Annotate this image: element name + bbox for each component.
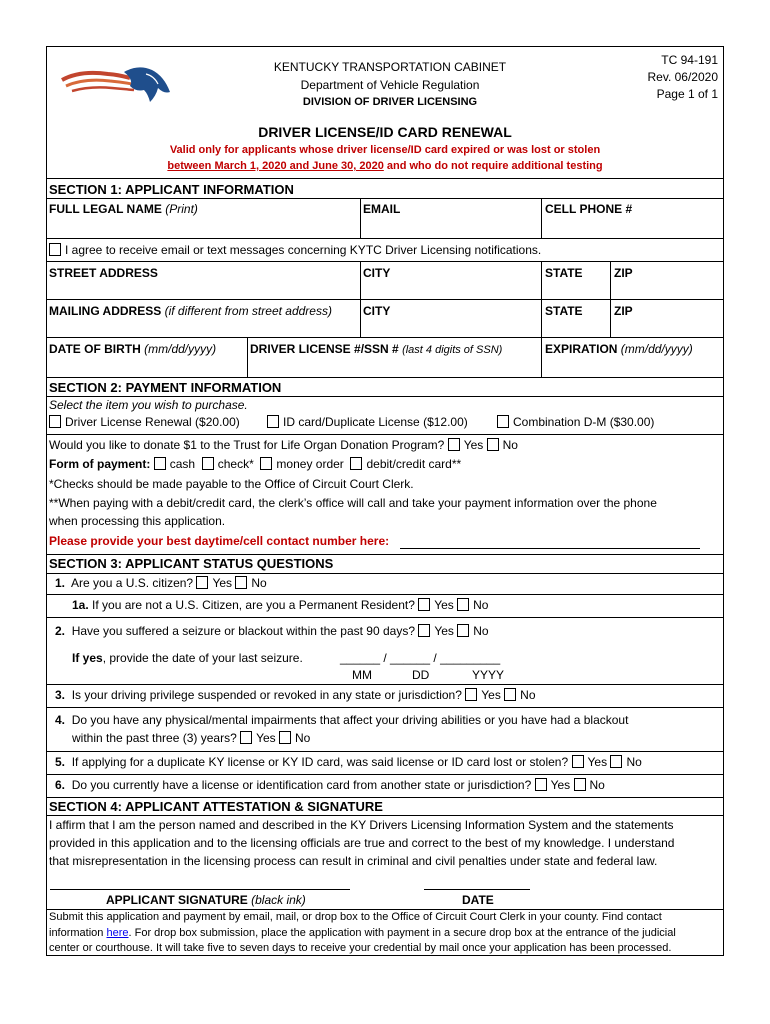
q3-yes-checkbox[interactable] (465, 688, 477, 701)
footer-line1: Submit this application and payment by email, mail, or drop box to the Office of Circuit Court Clerk in your county. Find contact (49, 911, 662, 923)
q5-row: 5. If applying for a duplicate KY license or KY ID card, was said license or ID card lost or stolen? Yes No (55, 755, 642, 769)
mailing-address-input[interactable] (46, 300, 360, 337)
q6-no-checkbox[interactable] (574, 778, 586, 791)
zip-input[interactable] (611, 262, 724, 299)
item-combination: Combination D-M ($30.00) (497, 415, 654, 429)
signature-input[interactable] (50, 889, 350, 890)
q6-row: 6. Do you currently have a license or identification card from another state or jurisdiction? Yes No (55, 778, 605, 792)
dob-label: DATE OF BIRTH (mm/dd/yyyy) (49, 342, 217, 356)
q1-row: 1. Are you a U.S. citizen? Yes No (55, 576, 267, 590)
mailing-city-input[interactable] (361, 300, 541, 337)
signature-label: APPLICANT SIGNATURE (black ink) (106, 893, 306, 907)
q6-yes-checkbox[interactable] (535, 778, 547, 791)
expiration-label: EXPIRATION (mm/dd/yyyy) (545, 342, 693, 356)
q2-no-checkbox[interactable] (457, 624, 469, 637)
zip-label: ZIP (614, 266, 633, 280)
combination-checkbox[interactable] (497, 415, 509, 428)
q1a-yes-checkbox[interactable] (418, 598, 430, 611)
full-name-label: FULL LEGAL NAME (Print) (49, 202, 198, 216)
mailing-zip-input[interactable] (611, 300, 724, 337)
agency-name: KENTUCKY TRANSPORTATION CABINET (273, 60, 507, 74)
mailing-state-input[interactable] (542, 300, 610, 337)
consent-row (49, 243, 541, 257)
q1a-no-checkbox[interactable] (457, 598, 469, 611)
section4-heading: SECTION 4: APPLICANT ATTESTATION & SIGNATURE (49, 799, 383, 814)
contact-label: Please provide your best daytime/cell contact number here: (49, 534, 390, 548)
contact-info-link[interactable]: here (106, 927, 129, 939)
cell-phone-label: CELL PHONE # (545, 202, 633, 216)
consent-checkbox[interactable] (49, 243, 61, 256)
dl-ssn-label: DRIVER LICENSE #/SSN # (last 4 digits of SSN) (250, 342, 503, 356)
q3-no-checkbox[interactable] (504, 688, 516, 701)
city-input[interactable] (361, 262, 541, 299)
q4-row-2: within the past three (3) years? Yes No (72, 731, 311, 745)
city-label: CITY (363, 266, 391, 280)
id-card-checkbox[interactable] (267, 415, 279, 428)
horse-logo-icon (60, 62, 172, 104)
section1-heading: SECTION 1: APPLICANT INFORMATION (49, 182, 294, 197)
q5-yes-checkbox[interactable] (572, 755, 584, 768)
state-input[interactable] (542, 262, 610, 299)
expiration-input[interactable] (542, 338, 724, 378)
mailing-address-label: MAILING ADDRESS (if different from street address) (49, 304, 332, 318)
dl-ssn-input[interactable] (248, 338, 541, 378)
q1-no-checkbox[interactable] (235, 576, 247, 589)
donate-no-checkbox[interactable] (487, 438, 499, 451)
date-dd-label: DD (412, 668, 430, 682)
footer-line3: center or courthouse. It will take five to seven days to receive your credential by mail once your application has been processed. (49, 942, 672, 954)
section2-heading: SECTION 2: PAYMENT INFORMATION (49, 380, 282, 395)
mailing-state-label: STATE (545, 304, 583, 318)
q4-no-checkbox[interactable] (279, 731, 291, 744)
donate-yes-checkbox[interactable] (448, 438, 460, 451)
department-name: Department of Vehicle Regulation (300, 78, 480, 92)
date-label: DATE (462, 893, 494, 907)
q4-yes-checkbox[interactable] (240, 731, 252, 744)
donate-question: Would you like to donate $1 to the Trust for Life Organ Donation Program? Yes No (49, 438, 518, 452)
card-note-line2: when processing this application. (49, 514, 226, 528)
mailing-zip-label: ZIP (614, 304, 633, 318)
consent-text: I agree to receive email or text messages concerning KYTC Driver Licensing notifications. (65, 243, 542, 257)
date-yyyy-label: YYYY (472, 668, 505, 682)
cash-checkbox[interactable] (154, 457, 166, 470)
form-number: TC 94-191 (661, 53, 718, 67)
division-name: DIVISION OF DRIVER LICENSING (302, 96, 478, 108)
seizure-date-input[interactable]: ______ / ______ / _________ (340, 651, 501, 665)
payment-form-row: Form of payment: cash check* money order debit/credit card** (49, 457, 462, 471)
q3-row: 3. Is your driving privilege suspended or revoked in any state or jurisdiction? Yes No (55, 688, 536, 702)
cell-phone-input[interactable] (542, 198, 724, 238)
mailing-city-label: CITY (363, 304, 391, 318)
card-checkbox[interactable] (350, 457, 362, 470)
check-note: *Checks should be made payable to the Office of Circuit Court Clerk. (49, 477, 414, 491)
q2-ifyes: If yes, provide the date of your last seizure. (72, 651, 303, 665)
q2-yes-checkbox[interactable] (418, 624, 430, 637)
state-label: STATE (545, 266, 583, 280)
street-address-input[interactable] (46, 262, 360, 299)
item-id-card: ID card/Duplicate License ($12.00) (267, 415, 468, 429)
attestation-line3: that misrepresentation in the licensing process can result in criminal and civil penalties under state and federal law. (49, 854, 658, 868)
form-title: DRIVER LICENSE/ID CARD RENEWAL (258, 124, 512, 140)
contact-number-input[interactable] (400, 548, 700, 549)
footer-line2: information here. For drop box submission, place the application with payment in a secure drop box at the entrance of the judicial (49, 927, 676, 939)
email-label: EMAIL (363, 202, 401, 216)
form-revision: Rev. 06/2020 (647, 70, 718, 84)
card-note-line1: **When paying with a debit/credit card, the clerk’s office will call and take your payment information over the phone (49, 496, 657, 510)
subtitle-line1: Valid only for applicants whose driver license/ID card expired or was lost or stolen (169, 144, 601, 156)
money-order-checkbox[interactable] (260, 457, 272, 470)
date-input[interactable] (424, 889, 530, 890)
email-input[interactable] (361, 198, 541, 238)
q5-no-checkbox[interactable] (610, 755, 622, 768)
check-checkbox[interactable] (202, 457, 214, 470)
dob-input[interactable] (46, 338, 247, 378)
q1a-row: 1a. If you are not a U.S. Citizen, are you a Permanent Resident? Yes No (72, 598, 489, 612)
page-number: Page 1 of 1 (656, 87, 718, 101)
item-dl-renewal: Driver License Renewal ($20.00) (49, 415, 240, 429)
section3-heading: SECTION 3: APPLICANT STATUS QUESTIONS (49, 556, 334, 571)
attestation-line2: provided in this application and to the licensing officials are true and correct to the best of my knowledge. I understand (49, 836, 675, 850)
q4-row: 4. Do you have any physical/mental impairments that affect your driving abilities or you have had a blackout (55, 713, 629, 727)
purchase-instruction: Select the item you wish to purchase. (49, 398, 248, 412)
date-mm-label: MM (352, 668, 372, 682)
street-address-label: STREET ADDRESS (49, 266, 158, 280)
q1-yes-checkbox[interactable] (196, 576, 208, 589)
attestation-line1: I affirm that I am the person named and described in the KY Drivers Licensing Information System and the statements (49, 818, 674, 832)
full-name-input[interactable] (46, 198, 360, 238)
q2-row: 2. Have you suffered a seizure or blackout within the past 90 days? Yes No (55, 624, 489, 638)
dl-renewal-checkbox[interactable] (49, 415, 61, 428)
subtitle-line2: between March 1, 2020 and June 30, 2020 and who do not require additional testing (167, 160, 603, 172)
